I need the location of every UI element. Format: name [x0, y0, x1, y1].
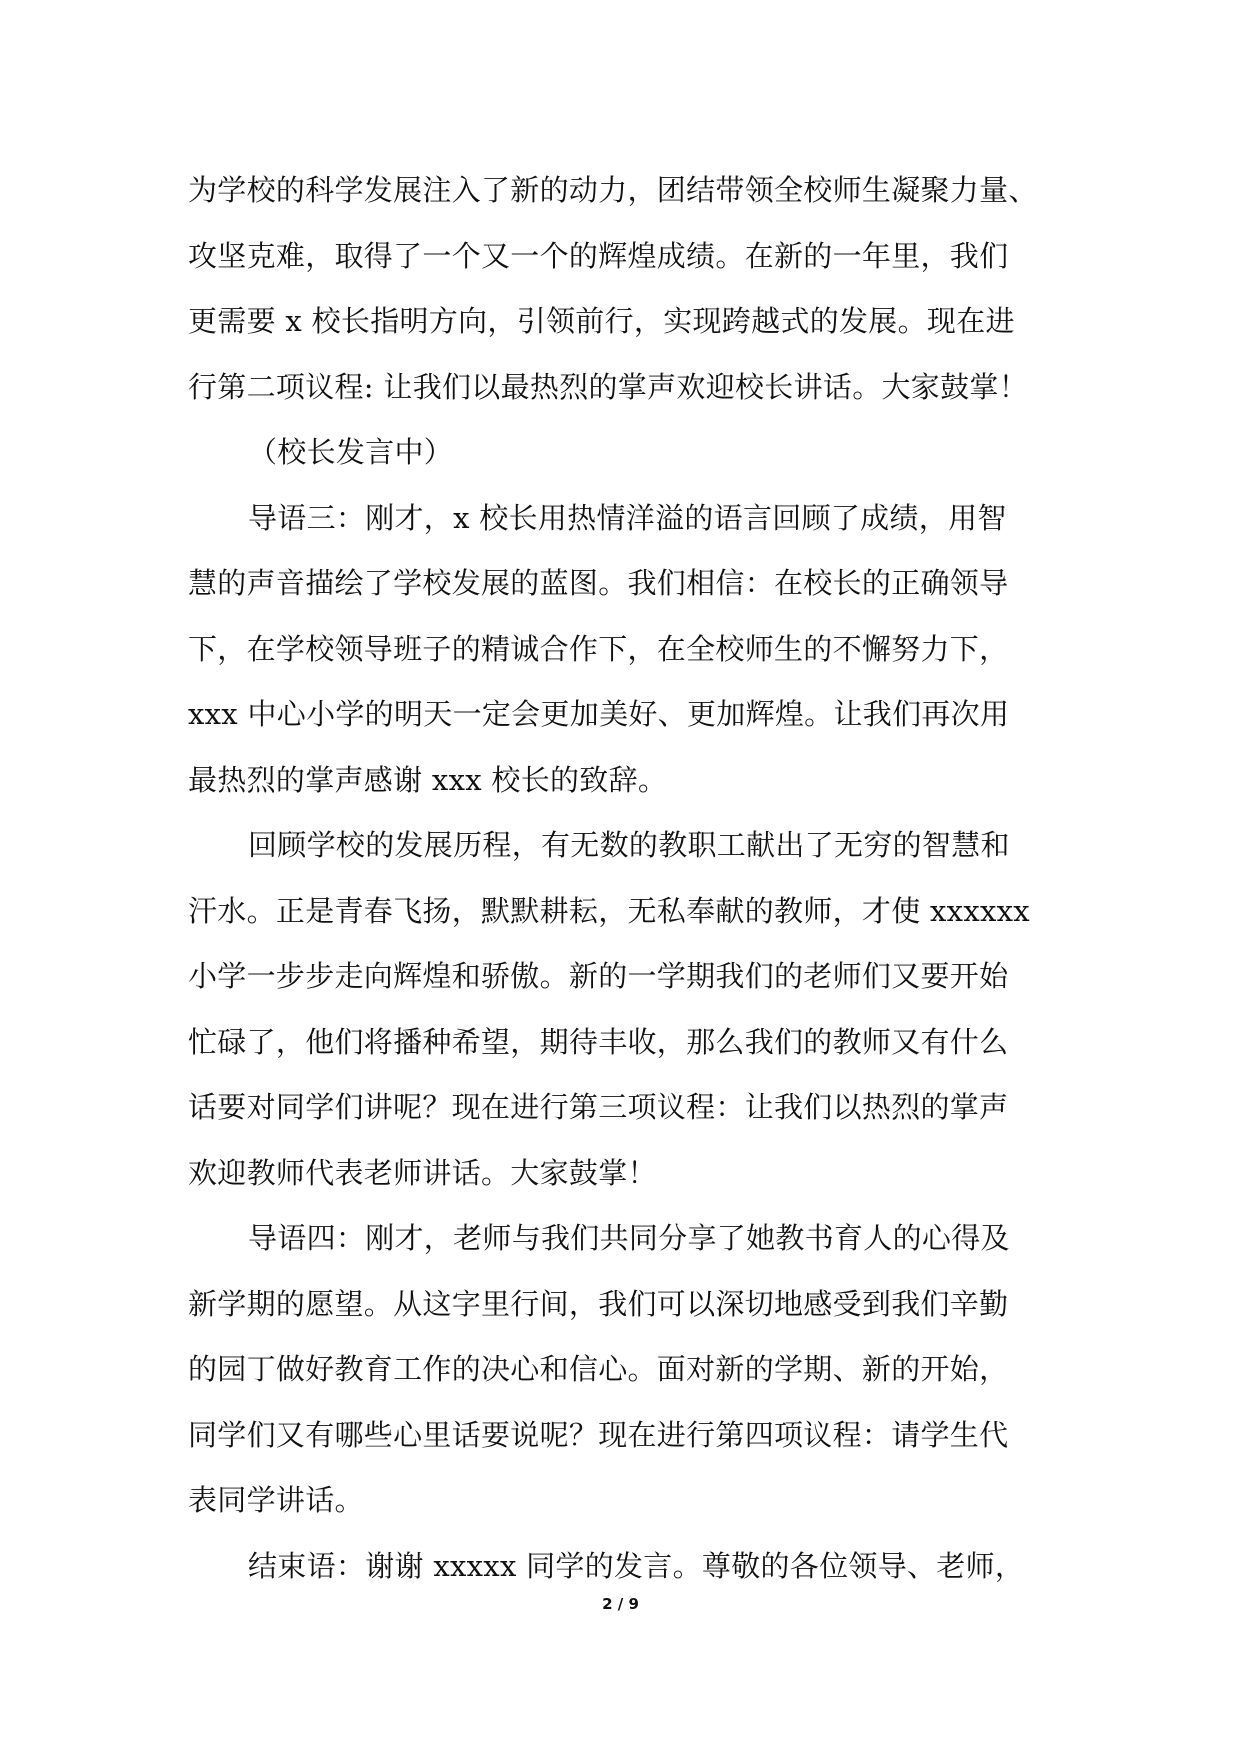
text-line: 欢迎教师代表老师讲话。大家鼓掌！ [188, 1155, 657, 1190]
text-line: 行第二项议程: 让我们以最热烈的掌声欢迎校长讲话。大家鼓掌！ [188, 369, 1028, 404]
text-line: （校长发言中） [248, 435, 454, 469]
page-number: 2 / 9 [602, 1595, 639, 1613]
text-line: 为学校的科学发展注入了新的动力，团结带领全校师生凝聚力量、 [188, 173, 1038, 207]
text-line: 慧的声音描绘了学校发展的蓝图。我们相信：在校长的正确领导 [188, 566, 1009, 600]
text-line: 的园丁做好教育工作的决心和信心。面对新的学期、新的开始， [188, 1352, 1009, 1386]
text-line: 汗水。正是青春飞扬，默默耕耘，无私奉献的教师，才使 xxxxxx [188, 893, 1030, 928]
text-line: 表同学讲话。 [188, 1483, 364, 1517]
text-line: 忙碌了，他们将播种希望，期待丰收，那么我们的教师又有什么 [188, 1024, 1009, 1059]
text-line: 更需要 x 校长指明方向，引领前行，实现跨越式的发展。现在进 [188, 304, 1015, 338]
text-line: 小学一步步走向辉煌和骄傲。新的一学期我们的老师们又要开始 [188, 959, 1009, 993]
paragraph-start-line: 回顾学校的发展历程，有无数的教职工献出了无穷的智慧和 [248, 828, 1010, 862]
paragraph-start-line: 导语四：刚才，老师与我们共同分享了她教书育人的心得及 [248, 1221, 1010, 1255]
paragraph-start-line: 导语三：刚才，x 校长用热情洋溢的语言回顾了成绩，用智 [248, 500, 1007, 535]
text-line: 同学们又有哪些心里话要说呢？现在进行第四项议程：请学生代 [188, 1417, 1009, 1452]
text-line: 最热烈的掌声感谢 xxx 校长的致辞。 [188, 762, 668, 797]
document-body [188, 158, 1088, 1599]
text-line: 话要对同学们讲呢？现在进行第三项议程：让我们以热烈的掌声 [188, 1090, 1009, 1124]
text-line: 攻坚克难，取得了一个又一个的辉煌成绩。在新的一年里，我们 [188, 238, 1009, 273]
paragraph-start-line: 结束语：谢谢 xxxxx 同学的发言。尊敬的各位领导、老师， [248, 1548, 1025, 1583]
text-line: 新学期的愿望。从这字里行间，我们可以深切地感受到我们辛勤 [188, 1286, 1009, 1321]
text-line: 下，在学校领导班子的精诚合作下，在全校师生的不懈努力下， [188, 631, 1009, 666]
text-line: xxx 中心小学的明天一定会更加美好、更加辉煌。让我们再次用 [188, 697, 1010, 731]
